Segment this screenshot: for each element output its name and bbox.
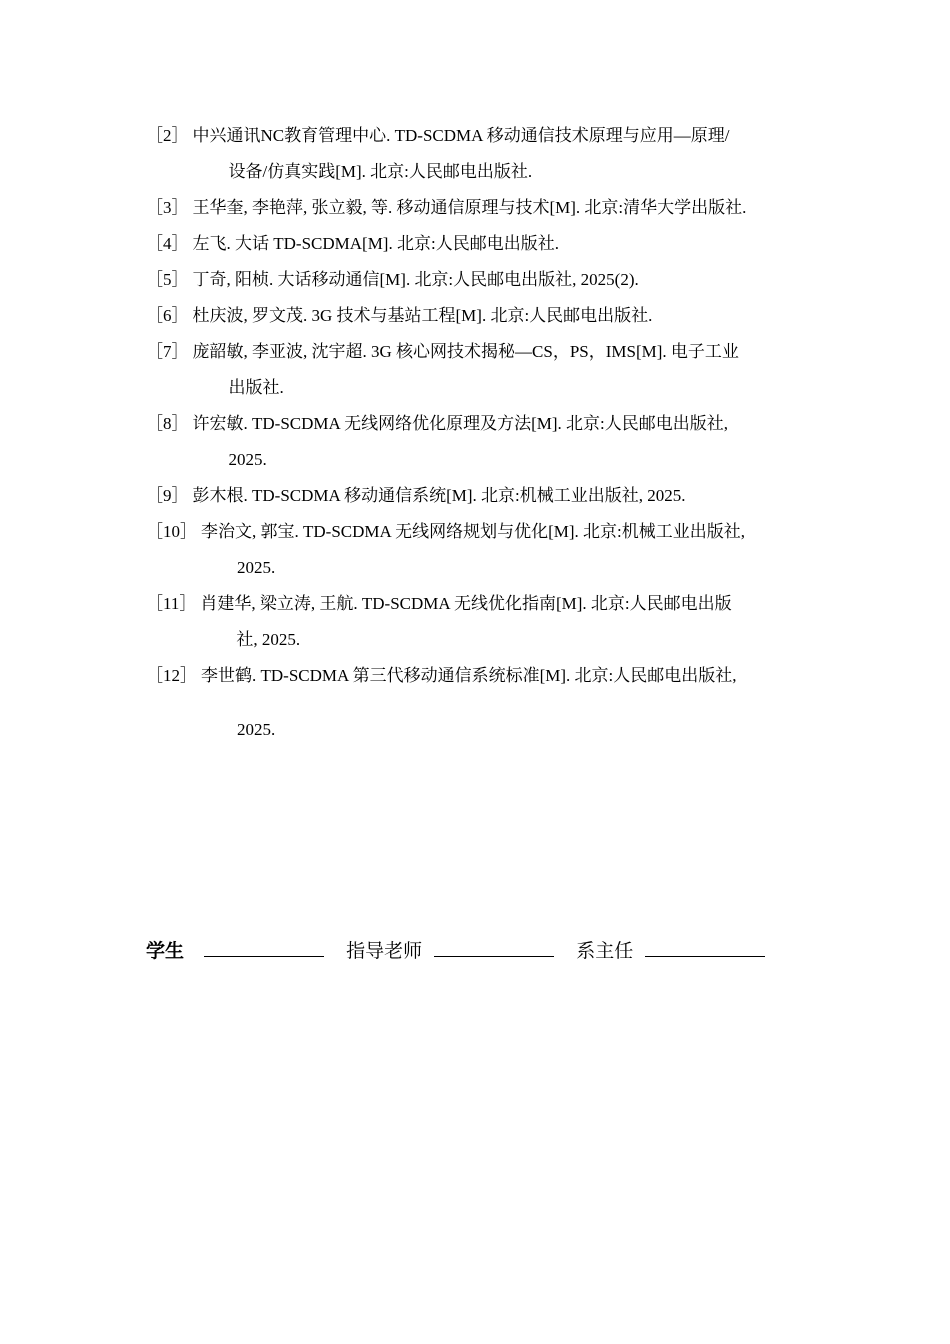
reference-item <box>146 226 826 262</box>
reference-number: ［2］ <box>146 126 189 145</box>
reference-line-continued: 社, 2025. <box>236 630 301 649</box>
reference-text <box>193 406 827 478</box>
reference-line: 李世鹤. TD-SCDMA 第三代移动通信系统标准[M]. 北京:人民邮电出版社, <box>201 666 737 685</box>
reference-line: 肖建华, 梁立涛, 王航. TD-SCDMA 无线优化指南[M]. 北京:人民邮电出版 <box>200 594 732 613</box>
reference-number: ［4］ <box>146 234 189 253</box>
reference-line-continued: 2025. <box>237 558 276 577</box>
signature-line <box>146 934 765 967</box>
reference-text: 王华奎, 李艳萍, 张立毅, 等. 移动通信原理与技术[M]. 北京:清华大学出版社. <box>192 198 747 217</box>
reference-text <box>200 586 826 658</box>
reference-line: 许宏敏. TD-SCDMA 无线网络优化原理及方法[M]. 北京:人民邮电出版社, <box>192 414 729 433</box>
reference-item <box>146 334 826 406</box>
reference-text <box>201 658 826 748</box>
reference-number: ［7］ <box>146 342 189 361</box>
reference-number: ［6］ <box>146 306 189 325</box>
reference-item <box>146 190 826 226</box>
reference-text: 左飞. 大话 TD-SCDMA[M]. 北京:人民邮电出版社. <box>192 234 559 253</box>
director-label: 系主任 <box>576 940 634 962</box>
reference-number: ［3］ <box>146 198 189 217</box>
advisor-label: 指导老师 <box>346 940 423 962</box>
reference-line-continued: 2025. <box>228 450 267 469</box>
reference-text <box>193 334 827 406</box>
student-signature-blank[interactable] <box>204 934 324 957</box>
reference-line: 李治文, 郭宝. TD-SCDMA 无线网络规划与优化[M]. 北京:机械工业出版社, <box>201 522 746 541</box>
director-signature-blank[interactable] <box>645 934 765 957</box>
reference-number: ［5］ <box>146 270 189 289</box>
reference-line: 中兴通讯NC教育管理中心. TD-SCDMA 移动通信技术原理与应用—原理/ <box>192 126 730 145</box>
reference-text <box>201 514 826 586</box>
reference-line-continued: 出版社. <box>228 378 284 397</box>
student-label: 学生 <box>146 940 185 962</box>
reference-number: ［10］ <box>146 522 197 541</box>
reference-line-continued: 设备/仿真实践[M]. 北京:人民邮电出版社. <box>228 162 533 181</box>
reference-item <box>146 118 826 190</box>
reference-item <box>146 406 826 478</box>
reference-item <box>146 514 826 586</box>
reference-text <box>193 118 827 190</box>
reference-item <box>146 658 826 748</box>
advisor-signature-blank[interactable] <box>434 934 554 957</box>
reference-text: 杜庆波, 罗文茂. 3G 技术与基站工程[M]. 北京:人民邮电出版社. <box>192 306 653 325</box>
reference-number: ［12］ <box>146 666 197 685</box>
reference-item <box>146 262 826 298</box>
reference-text: 彭木根. TD-SCDMA 移动通信系统[M]. 北京:机械工业出版社, 2025. <box>192 486 686 505</box>
reference-text: 丁奇, 阳桢. 大话移动通信[M]. 北京:人民邮电出版社, 2025(2). <box>192 270 639 289</box>
reference-item <box>146 478 826 514</box>
reference-number: ［11］ <box>146 594 197 613</box>
reference-item <box>146 298 826 334</box>
reference-list <box>146 118 826 748</box>
reference-line: 庞韶敏, 李亚波, 沈宇超. 3G 核心网技术揭秘—CS，PS，IMS[M]. 电子工业 <box>192 342 739 361</box>
reference-number: ［9］ <box>146 486 189 505</box>
reference-line-continued: 2025. <box>237 720 276 739</box>
reference-item <box>146 586 826 658</box>
reference-number: ［8］ <box>146 414 189 433</box>
